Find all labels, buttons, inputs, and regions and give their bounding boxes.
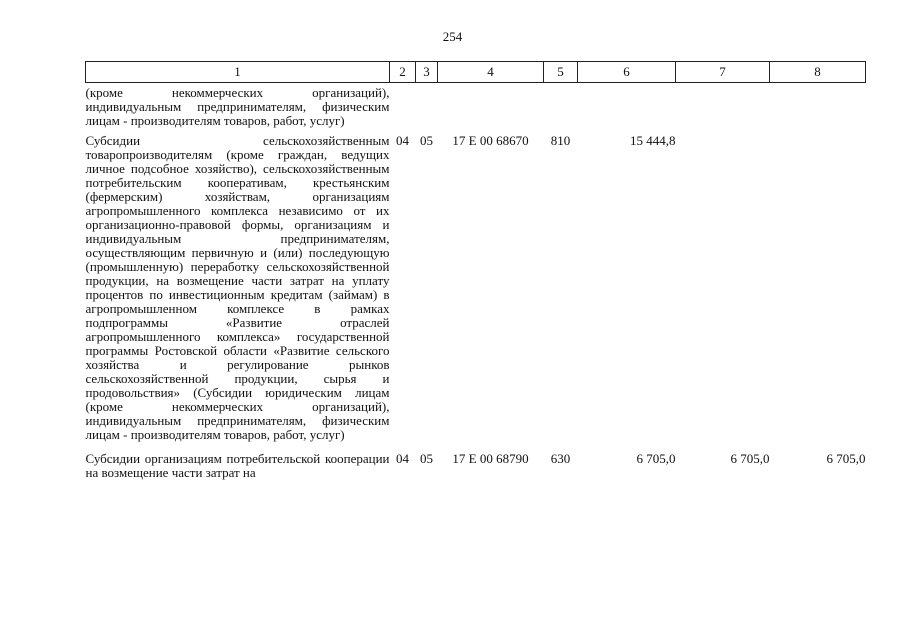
row-description <box>86 83 390 135</box>
header-col-4: 4 <box>438 62 544 83</box>
row-section <box>390 83 416 135</box>
row-amount-2: 6 705,0 <box>730 451 770 466</box>
budget-table <box>85 61 866 480</box>
row-amount-1: 6 705,0 <box>636 451 676 466</box>
header-col-8: 8 <box>770 62 866 83</box>
header-col-2: 2 <box>390 62 416 83</box>
row-description <box>86 134 390 452</box>
header-col-5: 5 <box>544 62 578 83</box>
row-target-code: 17 Е 00 68790 <box>452 451 529 466</box>
header-col-3: 3 <box>416 62 438 83</box>
table-row <box>86 134 866 452</box>
row-description-text: (кроме некоммерческих организаций), индивидуальным предпринимателям, физическим лицам - производителям товаров, работ, услуг) <box>85 85 390 128</box>
row-amount-3 <box>770 134 866 452</box>
row-subsection <box>416 83 438 135</box>
row-description-text: Субсидии организациям потребительской кооперации на возмещение части затрат на <box>85 451 390 480</box>
row-target-code: 17 Е 00 68670 <box>452 133 529 148</box>
table-row <box>86 83 866 135</box>
row-expense-type: 630 <box>550 451 571 466</box>
row-target-code <box>438 83 544 135</box>
header-col-1: 1 <box>86 62 390 83</box>
header-col-7: 7 <box>676 62 770 83</box>
header-row <box>86 62 866 83</box>
row-section: 04 <box>396 451 409 466</box>
table-row <box>86 452 866 480</box>
row-description-text: Субсидии сельскохозяйственным товаропроизводителям (кроме граждан, ведущих личное подсобное хозяйство), сельскохозяйственным потребительским кооперативам, крестьянским (фермерским) хозяйствам, организациям агропромышленного комплекса независимо от их организационно-правовой формы, организациям и индивидуальным предпринимателям, осуществляющим первичную и (или) последующую (промышленную) переработку сельскохозяйственной продукции, на возмещение части затрат на уплату процентов по инвестиционным кредитам (займам) в агропромышленном комплексе в рамках подпрограммы «Развитие отраслей агропромышленного комплекса» государственной программы Ростовской области «Развитие сельского хозяйства и регулирование рынков сельскохозяйственной продукции, сырья и продовольствия» (Субсидии юридическим лицам (кроме некоммерческих организаций), индивидуальным предпринимателям, физическим лицам - производителям товаров, работ, услуг) <box>85 133 390 442</box>
row-subsection: 05 <box>420 133 433 148</box>
row-amount-1 <box>578 83 676 135</box>
row-subsection: 05 <box>420 451 433 466</box>
row-amount-2 <box>676 83 770 135</box>
row-amount-1: 15 444,8 <box>630 133 676 148</box>
row-section: 04 <box>396 133 409 148</box>
page-number: 254 <box>442 29 463 44</box>
row-amount-2 <box>676 134 770 452</box>
row-description <box>86 452 390 480</box>
row-amount-3: 6 705,0 <box>826 451 866 466</box>
row-amount-3 <box>770 83 866 135</box>
header-col-6: 6 <box>578 62 676 83</box>
row-expense-type: 810 <box>550 133 571 148</box>
row-expense-type <box>544 83 578 135</box>
